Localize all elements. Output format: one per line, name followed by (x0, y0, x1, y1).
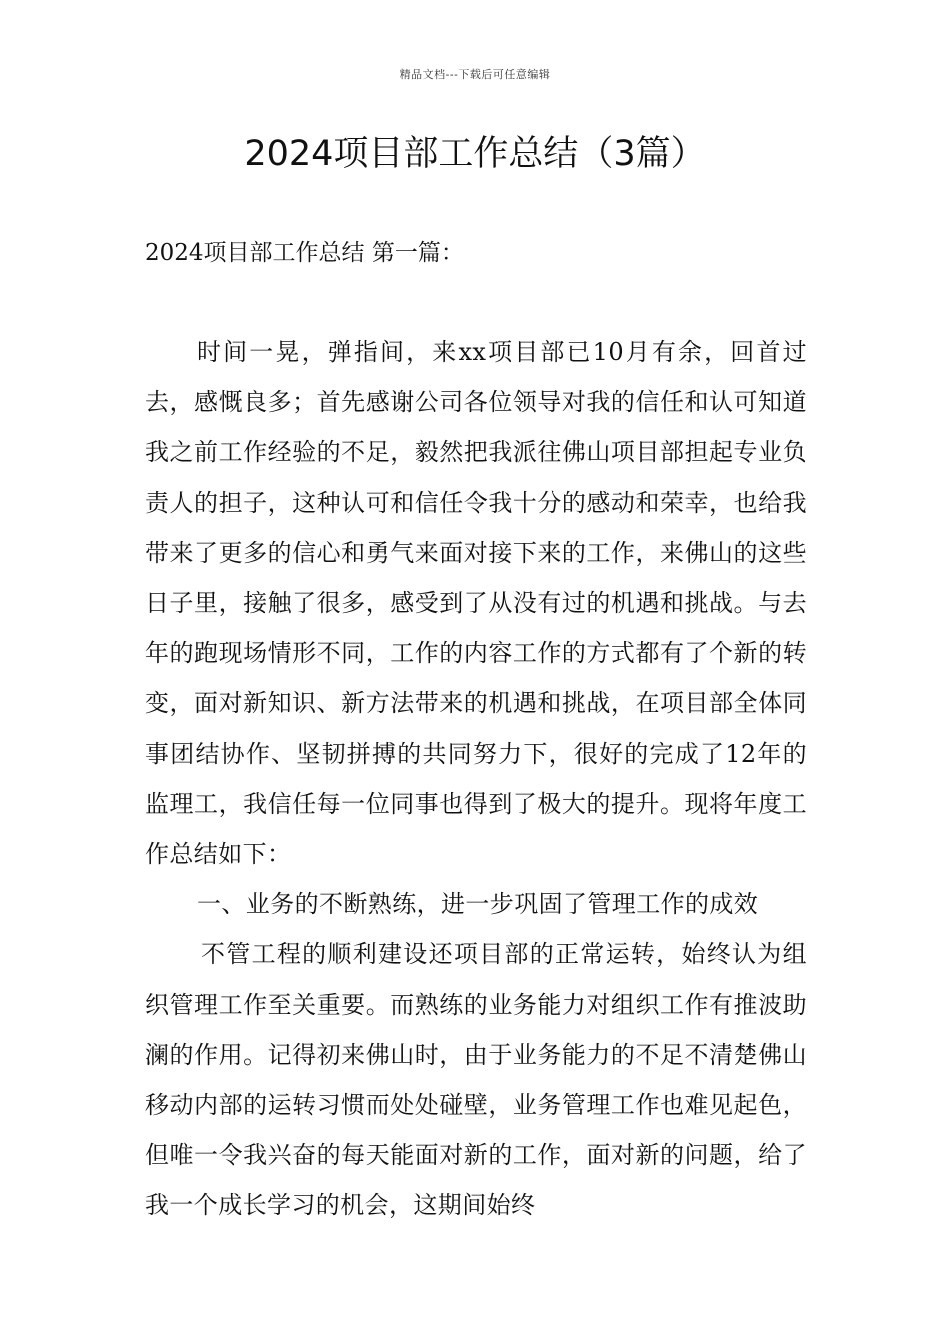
body-paragraph-1: 时间一晃，弹指间，来xx项目部已10月有余，回首过去，感慨良多；首先感谢公司各位领导对我的信任和认可知道我之前工作经验的不足，毅然把我派往佛山项目部担起专业负责人的担子，这种认可和信任令我十分的感动和荣幸，也给我带来了更多的信心和勇气来面对接下来的工作，来佛山的这些日子里，接触了很多，感受到了从没有过的机遇和挑战。与去年的跑现场情形不同，工作的内容工作的方式都有了个新的转变，面对新知识、新方法带来的机遇和挑战，在项目部全体同事团结协作、坚韧拼搏的共同努力下，很好的完成了12年的监理工，我信任每一位同事也得到了极大的提升。现将年度工作总结如下： (145, 338, 807, 869)
section-heading: 2024项目部工作总结 第一篇： (145, 240, 464, 266)
document-title: 2024项目部工作总结（3篇） (244, 134, 706, 174)
subheading-1: 一、业务的不断熟练，进一步巩固了管理工作的成效 (197, 890, 759, 919)
document-body (145, 327, 807, 1231)
header-note: 精品文档---下载后可任意编辑 (399, 68, 551, 81)
body-paragraph-2: 不管工程的顺利建设还项目部的正常运转，始终认为组织管理工作至关重要。而熟练的业务能力对组织工作有推波助澜的作用。记得初来佛山时，由于业务能力的不足不清楚佛山移动内部的运转习惯而处处碰壁，业务管理工作也难见起色，但唯一令我兴奋的每天能面对新的工作，面对新的问题，给了我一个成长学习的机会，这期间始终 (145, 940, 807, 1220)
